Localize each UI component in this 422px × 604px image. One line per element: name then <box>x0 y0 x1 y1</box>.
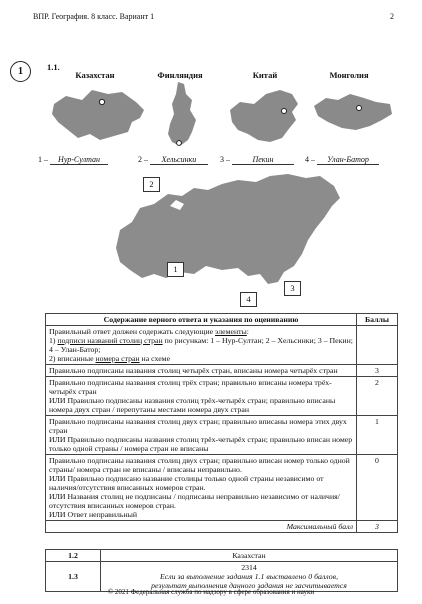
subtask-label: 1.1. <box>47 62 60 72</box>
row-text: ИЛИ Ответ неправильный <box>49 510 138 519</box>
table-row <box>46 416 398 455</box>
answer-number: 2 – <box>138 155 148 164</box>
intro-text: элементы <box>215 327 247 336</box>
max-score-label: Максимальный балл <box>46 521 357 533</box>
map-mark: 2 <box>143 177 160 192</box>
row-text: ИЛИ Названия столиц не подписаны / подписаны неправильно независимо от наличия/отсутствия вписанных номеров стран. <box>49 492 340 510</box>
row-text: ИЛИ Правильно подписаны названия столиц трёх-четырёх стран; правильно вписан номер только одной страны / номера стран не вписаны <box>49 435 353 453</box>
criteria-text: 1) <box>49 336 58 345</box>
row-text: Правильно подписаны названия столиц четырёх стран, вписаны номера четырёх стран <box>46 365 357 377</box>
table-row <box>46 365 398 377</box>
country-name: Казахстан <box>75 70 115 80</box>
country-name: Монголия <box>329 70 369 80</box>
task-id: 1.2 <box>46 550 101 562</box>
row-text: Правильно подписаны названия столиц двух стран; правильно вписан номер только одной страны/ номера стран не вписаны / вписаны неправильно. <box>49 456 350 474</box>
table-header: Баллы <box>357 314 398 326</box>
answer-number: 4 – <box>305 155 315 164</box>
task-answer: Казахстан <box>101 550 398 562</box>
criteria-text: подписи названий столиц стран <box>57 336 163 345</box>
intro-text: Правильный ответ должен содержать следующие <box>49 327 216 336</box>
criteria-text: по рисункам: 1 – Нур-Султан; 2 – Хельсинки; 3 – Пекин; 4 – Улан-Батор; <box>49 336 353 354</box>
grading-table <box>45 313 398 533</box>
answer-number: 3 – <box>220 155 230 164</box>
criteria-text: на схеме <box>139 354 171 363</box>
answer-text: Пекин <box>252 155 274 164</box>
row-text: Правильно подписаны названия столиц трёх стран; правильно вписаны номера трёх-четырёх стран <box>49 378 332 396</box>
mongolia-map <box>310 90 396 136</box>
map-mark: 3 <box>284 281 301 296</box>
country-name: Финляндия <box>157 70 203 80</box>
row-score: 0 <box>357 455 398 521</box>
table-header: Содержание верного ответа и указания по оцениванию <box>46 314 357 326</box>
intro-text: : <box>246 327 249 336</box>
table-row <box>46 455 398 521</box>
answer-text: Хельсинки <box>161 155 197 164</box>
task-note: Если за выполнение задания 1.1 выставлено 0 баллов, <box>159 572 339 581</box>
finland-map <box>162 80 202 152</box>
row-score: 1 <box>357 416 398 455</box>
kazakhstan-map <box>48 84 148 146</box>
row-text: ИЛИ Правильно подписано название столицы только одной страны независимо от наличия/отсутствия вписанных номеров стран. <box>49 474 324 492</box>
max-score-value: 3 <box>357 521 398 533</box>
answer-number: 1 – <box>38 155 48 164</box>
row-text: Правильно подписаны названия столиц двух стран; правильно вписаны номера этих двух стран <box>49 417 347 435</box>
country-name: Китай <box>252 70 278 80</box>
footer: © 2021 Федеральная служба по надзору в сфере образования и науки <box>107 588 315 596</box>
table-row <box>46 377 398 416</box>
criteria-text: 2) вписанные <box>49 354 96 363</box>
row-score: 3 <box>357 365 398 377</box>
task-note: результат выполнения данного задания не засчитывается <box>151 581 347 590</box>
row-score: 2 <box>357 377 398 416</box>
task-id: 1.3 <box>46 562 101 592</box>
page-number: 2 <box>390 12 394 21</box>
china-map <box>226 84 306 146</box>
task-answer: 2314 <box>241 563 257 572</box>
header-title: ВПР. География. 8 класс. Вариант 1 <box>33 12 155 21</box>
answers-table <box>45 549 398 592</box>
answer-text: Нур-Султан <box>58 155 100 164</box>
answer-text: Улан-Батор <box>327 155 369 164</box>
row-text: ИЛИ Правильно подписаны названия столиц трёх-четырёх стран; правильно вписаны номера двух стран / перепутаны местами номера двух стран <box>49 396 336 414</box>
criteria-text: номера стран <box>95 354 140 363</box>
map-mark: 4 <box>240 292 257 307</box>
map-mark: 1 <box>167 262 184 277</box>
task-number-circle: 1 <box>10 61 31 82</box>
